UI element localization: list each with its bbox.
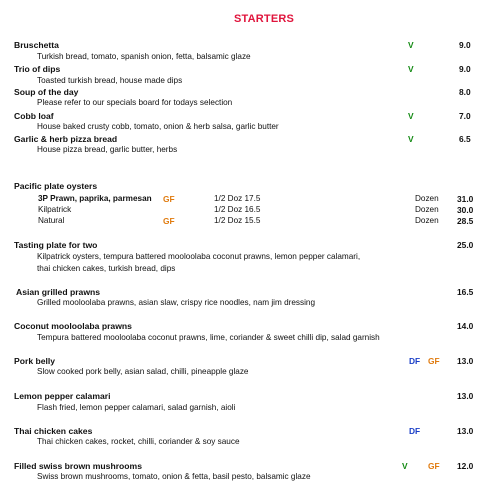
vegetarian-tag: V bbox=[402, 461, 408, 471]
gluten-free-tag: GF bbox=[428, 461, 440, 471]
dozen-label: Dozen bbox=[415, 205, 439, 214]
dozen-label: Dozen bbox=[415, 194, 439, 203]
oysters-heading: Pacific plate oysters bbox=[14, 181, 98, 191]
item-price: 13.0 bbox=[457, 426, 474, 436]
dozen-price: 28.5 bbox=[457, 216, 474, 226]
item-name: Asian grilled prawns bbox=[16, 287, 101, 297]
item-name: Coconut mooloolaba prawns bbox=[14, 321, 132, 331]
item-description: Please refer to our specials board for todays selection bbox=[37, 98, 233, 107]
vegetarian-tag: V bbox=[408, 111, 414, 121]
half-dozen-price: 1/2 Doz 15.5 bbox=[214, 216, 261, 225]
item-price: 25.0 bbox=[457, 240, 474, 250]
item-name: Lemon pepper calamari bbox=[14, 391, 111, 401]
gluten-free-tag: GF bbox=[163, 194, 175, 204]
item-price: 9.0 bbox=[459, 64, 471, 74]
menu-title: STARTERS bbox=[234, 13, 295, 25]
item-name: Bruschetta bbox=[14, 40, 59, 50]
item-name: Soup of the day bbox=[14, 87, 79, 97]
item-price: 6.5 bbox=[459, 134, 471, 144]
oyster-name bbox=[38, 195, 152, 203]
dozen-price: 30.0 bbox=[457, 205, 474, 215]
item-description: Toasted turkish bread, house made dips bbox=[37, 76, 183, 85]
item-description: House pizza bread, garlic butter, herbs bbox=[37, 145, 178, 154]
gluten-free-tag: GF bbox=[163, 216, 175, 226]
gluten-free-tag: GF bbox=[428, 356, 440, 366]
item-description: Tempura battered mooloolaba coconut prawns, lime, coriander & sweet chilli dip, salad garnish bbox=[37, 333, 380, 342]
item-description: Swiss brown mushrooms, tomato, onion & fetta, basil pesto, balsamic glaze bbox=[37, 472, 311, 481]
item-price: 14.0 bbox=[457, 321, 474, 331]
item-name: Thai chicken cakes bbox=[14, 426, 93, 436]
item-description: Slow cooked pork belly, asian salad, chilli, pineapple glaze bbox=[37, 367, 249, 376]
item-name: Pork belly bbox=[14, 356, 56, 366]
item-description: House baked crusty cobb, tomato, onion & herb salsa, garlic butter bbox=[37, 122, 279, 131]
item-description: Flash fried, lemon pepper calamari, salad garnish, aioli bbox=[37, 403, 236, 412]
vegetarian-tag: V bbox=[408, 134, 414, 144]
item-price: 12.0 bbox=[457, 461, 474, 471]
item-name: Trio of dips bbox=[14, 64, 61, 74]
half-dozen-price: 1/2 Doz 17.5 bbox=[214, 194, 261, 203]
item-price: 8.0 bbox=[459, 87, 471, 97]
vegetarian-tag: V bbox=[408, 64, 414, 74]
item-price: 16.5 bbox=[457, 287, 474, 297]
oyster-name: Natural bbox=[38, 216, 65, 225]
item-description: thai chicken cakes, turkish bread, dips bbox=[37, 264, 176, 273]
item-price: 13.0 bbox=[457, 356, 474, 366]
item-price: 9.0 bbox=[459, 40, 471, 50]
item-description: Grilled mooloolaba prawns, asian slaw, crispy rice noodles, nam jim dressing bbox=[37, 298, 316, 307]
item-price: 7.0 bbox=[459, 111, 471, 121]
item-price: 13.0 bbox=[457, 391, 474, 401]
item-name: Garlic & herb pizza bread bbox=[14, 134, 118, 144]
dairy-free-tag: DF bbox=[409, 426, 421, 436]
dozen-label: Dozen bbox=[415, 216, 439, 225]
item-name: Filled swiss brown mushrooms bbox=[14, 461, 142, 471]
dairy-free-tag: DF bbox=[409, 356, 421, 366]
dozen-price: 31.0 bbox=[457, 194, 474, 204]
vegetarian-tag: V bbox=[408, 40, 414, 50]
item-description: Thai chicken cakes, rocket, chilli, coriander & soy sauce bbox=[37, 437, 240, 446]
oyster-name: Kilpatrick bbox=[38, 205, 72, 214]
item-description: Turkish bread, tomato, spanish onion, fetta, balsamic glaze bbox=[37, 52, 251, 61]
half-dozen-price: 1/2 Doz 16.5 bbox=[214, 205, 261, 214]
oyster-name-text: 3P Prawn, paprika, parmesan bbox=[38, 194, 152, 203]
item-name: Cobb loaf bbox=[14, 111, 54, 121]
item-description: Kilpatrick oysters, tempura battered mooloolaba coconut prawns, lemon pepper calamari, bbox=[37, 252, 361, 261]
item-name: Tasting plate for two bbox=[14, 240, 98, 250]
